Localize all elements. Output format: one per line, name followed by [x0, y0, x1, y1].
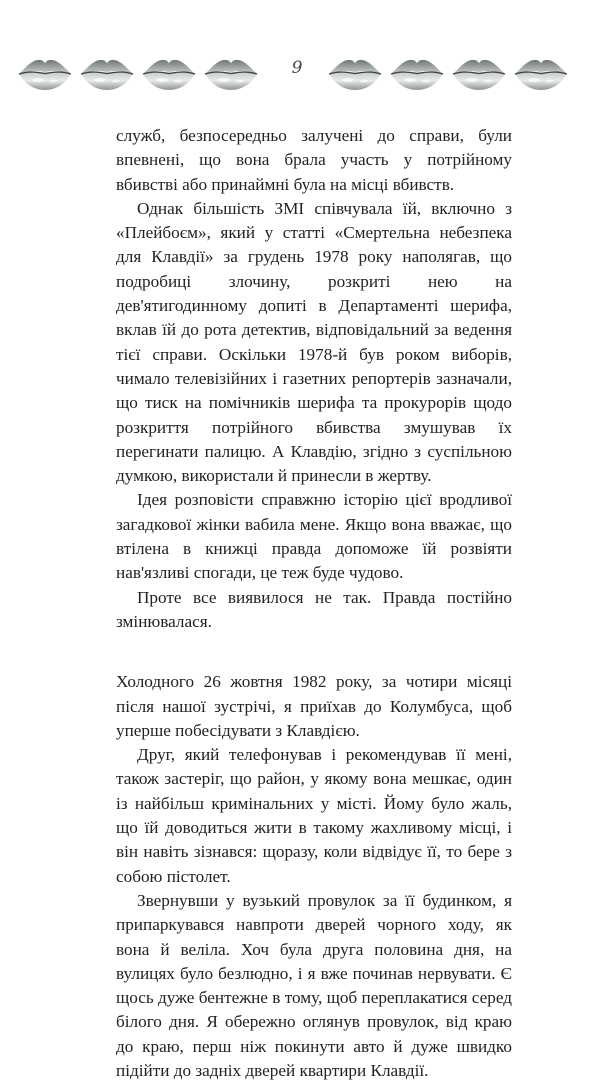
lips-icon — [390, 54, 444, 94]
section-break — [116, 634, 512, 670]
lips-icon — [80, 54, 134, 94]
paragraph: Друг, який телефонував і рекомендував її мені, також застеріг, що район, у якому вона мешкає, один із найбільш кримінальних у місті. Йому було жаль, що їй доводиться жити в такому жахливому місці, і він навіть зізнався: щоразу, коли відвідує її, то бере з собою пістолет. — [116, 745, 512, 886]
paragraph: Звернувши у вузький провулок за її будинком, я припаркувався навпроти дверей чорного ходу, як вона й веліла. Хоч була друга половина дня, на вулицях було безлюдно, і я вже починав нервувати. Є щось дуже бентежне в тому, щоб переплакатися серед білого дня. Я обережно оглянув провулок, від краю до краю, перш ніж покинути авто й дуже швидко підійти до задніх дверей квартири Клавдії. — [116, 890, 512, 1080]
lips-icon — [204, 54, 258, 94]
paragraph: Ідея розповісти справжню історію цієї вродливої загадкової жінки вабила мене. Якщо вона вважає, що втілена в книжці правда допоможе їй розвіяти нав'язливі спогади, це теж буде чудово. — [116, 490, 512, 583]
lips-icon — [452, 54, 506, 94]
paragraph: Холодного 26 жовтня 1982 року, за чотири місяці після нашої зустрічі, я приїхав до Колумбуса, щоб уперше побесідувати з Клавдією. — [116, 672, 512, 740]
page-header — [18, 54, 582, 94]
lips-icon — [142, 54, 196, 94]
paragraph: Однак більшість ЗМІ співчувала їй, включно з «Плейбоєм», який у статті «Смертельна небезпека для Клавдії» за грудень 1978 року наполягав, що подробиці злочину, розкриті нею на дев'ятигодинному допиті в Департаменті шерифа, вклав їй до рота детектив, відповідальний за ведення тієї справи. Оскільки 1978-й був роком виборів, чимало телевізійних і газетних репортерів зазначали, що тиск на помічників шерифа та прокурорів щодо розкриття потрійного вбивства змушував їх перегинати палицю. А Клавдію, згідно з суспільною думкою, використали й принесли в жертву. — [116, 198, 512, 486]
paragraph: Проте все виявилося не так. Правда постійно змінювалася. — [116, 587, 512, 631]
lips-icon — [514, 54, 568, 94]
lips-icon — [328, 54, 382, 94]
page-body — [116, 124, 512, 1083]
lips-icon — [18, 54, 72, 94]
page-number: 9 — [291, 58, 303, 78]
paragraph: служб, безпосередньо залучені до справи, були впевнені, що вона брала участь у потрійному вбивстві або принаймні була на місці вбивств. — [116, 126, 512, 194]
